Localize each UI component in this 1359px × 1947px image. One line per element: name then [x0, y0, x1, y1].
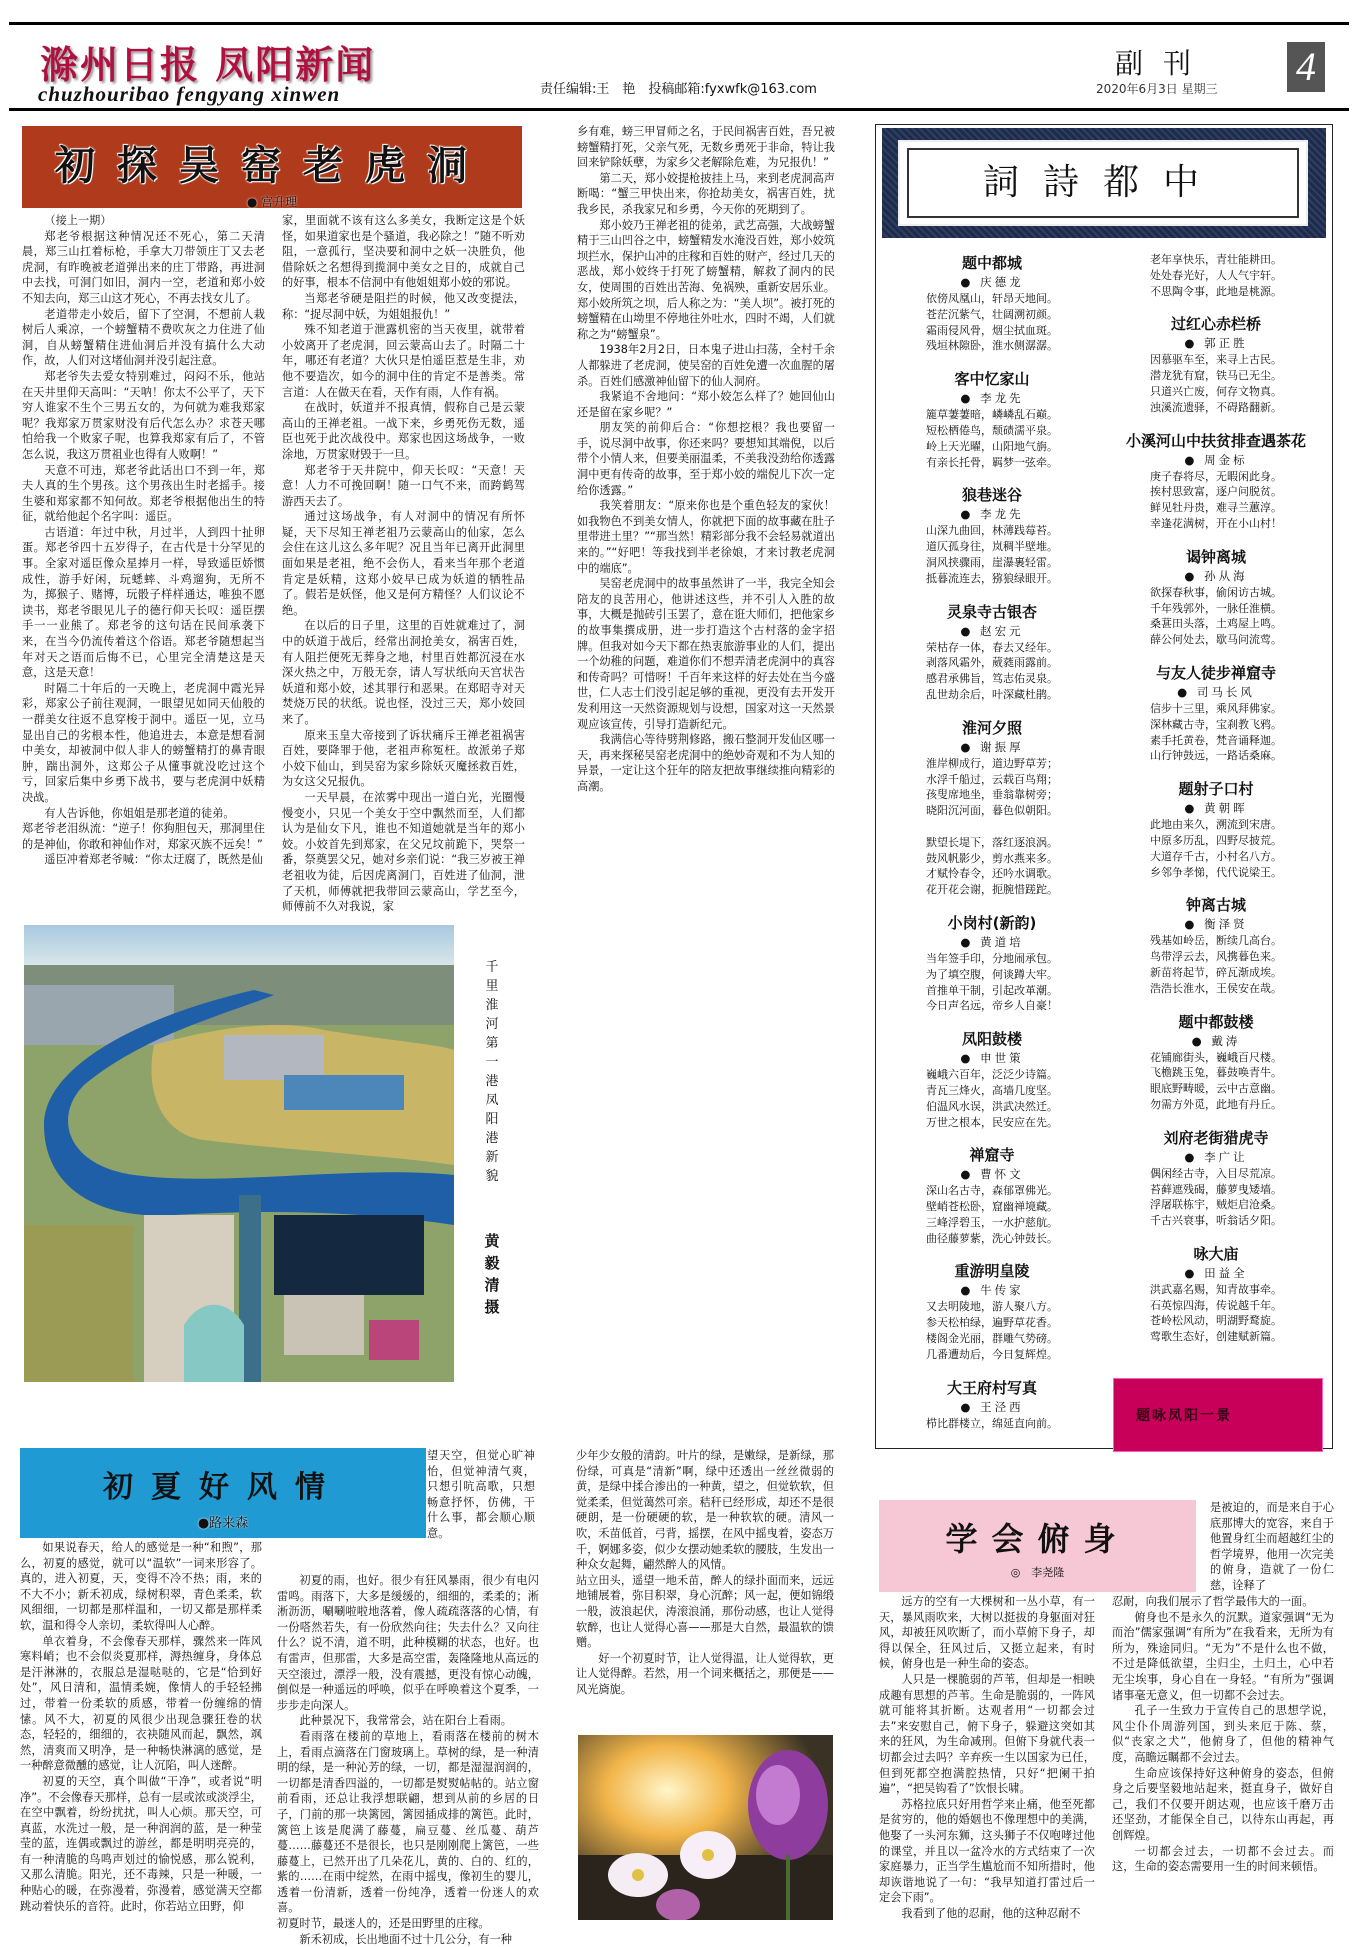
poem-spacer: [1106, 1113, 1326, 1127]
poem-line: 首推单干制，引起改革潮。: [926, 983, 1058, 997]
poem-line: 老年享快乐，青壮能耕田。: [1150, 253, 1282, 266]
poem-line: 霜雨侵风骨，烟尘拭血斑。: [926, 323, 1058, 337]
poem-line: 花铺廊街头，巍峨百尺楼。: [1150, 1050, 1282, 1064]
poem-line: 苍岭松风动，明湖野鹜旋。: [1150, 1314, 1282, 1328]
paragraph: 忍耐，向我们展示了哲学最伟大的一面。: [1112, 1595, 1314, 1608]
poem-spacer: [882, 898, 1102, 912]
poem-line: 万世之根本，民安应在先。: [926, 1115, 1058, 1129]
poem-line: 苍茫沉紫气，壮阔溯初颜。: [926, 307, 1058, 321]
poem-line: 薛公何处去，歇马问流莺。: [1150, 633, 1282, 647]
paragraph: 通过这场战争，有人对洞中的情况有所怀疑，天下尽知王禅老祖乃云蒙高山的仙家，怎么会住在这儿这么多年呢？况且当年已离开此洞里面如果是老祖，绝不会伤人，看来当年那个老道肯定是妖精，这郑小姣早已成为妖道的牺牲品了。假若是妖怪，他又是何方精怪？人们议论不绝。: [282, 510, 525, 617]
poem-spacer: [882, 1130, 1102, 1144]
poem-line: 为了填空腹，何谈蹲大牢。: [926, 967, 1058, 981]
poem-line: 山深九曲回，林薄践莓苔。: [926, 524, 1058, 538]
poem-author: ● 周金标: [1184, 452, 1248, 467]
poem-line: 潜龙犹有窟，铁马已无尘。: [1150, 369, 1282, 383]
poem-line: 短松栖倦鸟，颓碛濡平泉。: [926, 423, 1058, 437]
poem-line: 浩浩长淮水，王侯安在哉。: [1150, 981, 1282, 995]
poem-title: 禅窟寺: [969, 1146, 1015, 1165]
poem-author: ● 赵宏元: [960, 623, 1024, 638]
poem: [1106, 430, 1326, 546]
poem-title: 过红心赤栏桥: [1170, 315, 1261, 334]
poem-spacer: [882, 1246, 1102, 1260]
masthead-bottom-rule: [9, 108, 1349, 111]
poem-line: 庚子春将尽，无暇闲此身。: [1150, 469, 1282, 483]
poem-line: 乱世劫余后，叶深藏杜鹃。: [926, 687, 1058, 701]
poem-line: 残垣林隙卧，淮水侧潺潺。: [926, 339, 1058, 353]
poem-spacer: [1106, 764, 1326, 778]
paragraph: 第二天，郑小姣提枪披挂上马，来到老虎洞高声断喝：“蟹三甲快出来，你抢劫美女，祸害百姓，扰我乡民，杀我家兄和乡勇，今天你的死期到了。: [577, 171, 835, 216]
poem-line: 莺歌生态好，创建赋新篇。: [1150, 1330, 1282, 1344]
poem-line: 偶闲经古寺，入目尽荒凉。: [1150, 1166, 1282, 1180]
paragraph: 新禾初成，长出地面不过十几公分，有一种: [299, 1932, 512, 1946]
poem: [1106, 778, 1326, 894]
poem-spacer: [1106, 1229, 1326, 1243]
poem-line: 淮岸柳成行，道边野草芳；: [926, 756, 1058, 770]
poem-line: 桑葚田头落，土鸡屋上鸣。: [1150, 617, 1282, 631]
paragraph: 郑老爷根据这种情况还不死心，第二天清晨，郑三山扛着标枪，手拿大刀带领庄丁又去老虎洞，有昨晚被老道弹出来的庄丁带路，再进洞中去找，可洞门如旧，洞内一空，老道和郑小姣不知去向，郑三山这才死心，不再去找女儿了。: [22, 229, 265, 305]
flower-photo: [578, 1735, 833, 1920]
poem-line: 当年签手印，分地闹承包。: [926, 951, 1058, 965]
article3-banner: [879, 1500, 1196, 1592]
paragraph: 我看到了他的忍耐，他的这种忍耐不: [901, 1906, 1081, 1920]
article2-wrap-text: 望天空，但觉心旷神怡，但觉神清气爽，只想引吭高歌，只想畅意抒怀，仿佛，干什么事，都会顺心顺意。: [427, 1449, 535, 1540]
paragraph: 老道带走小姣后，留下了空洞，不想前人栽树后人乘凉，一个螃蟹精不费吹灰之力住进了仙洞，自从螃蟹精住进仙洞后并没有搞什么大动作，故，人们对这堵仙洞并没引起注意。: [22, 307, 265, 368]
poem: [1106, 252, 1326, 313]
poem-spacer: [882, 1014, 1102, 1028]
poem-title: 题射子口村: [1178, 780, 1254, 799]
paragraph: 家，里面就不该有这么多美女，我断定这是个妖怪，如果道家也是个骚道，我必除之！”随不听劝阻，一意孤行，坚决要和洞中之妖一决胜负，他借除妖之名想得到揽洞中美女之目的，成就自己的好事，根本不信洞中有他姐姐郑小姣的邪说。: [282, 214, 525, 290]
poem-spacer: [882, 354, 1102, 368]
poem-line: 信步十三里，乘风拜佛家。: [1150, 701, 1282, 715]
poem-line: 苔藓遮残碣，藤萝曳矮墙。: [1150, 1182, 1282, 1196]
poem-line: 石英惊四海，传说越千年。: [1150, 1298, 1282, 1312]
paragraph: 俯身也不是永久的沉默。道家强调“无为而治”儒家强调“有所为”在我看来，无所为有所为，殊途同归。“无为”不是什么也不做，不过是降低欲望，尘归尘，土归土，心中若无尘埃事，身心自在一身轻。“有所为”强调诸事毫无意义，但一切都不会过去。: [1112, 1610, 1334, 1702]
paragraph: 郑老爷失去爱女特别难过，闷闷不乐，他站在天井里仰天高叫：“天呐！你太不公平了，天下穷人谁家不生个三男五女的，为何就为难我郑家呢？我郑家万贯家财没有后代怎么办？求苍天哪怕给我一个败家子呢，也算我郑家有后了，不管怎么说，我这万贯祖业也得有人败啊！”: [22, 369, 265, 461]
paragraph: 初夏的天空，真个叫做“干净”，或者说“明净”。不会像春天那样，总有一层或浓或淡浮尘，在空中飘着，纷纷扰扰，叫人心烦。那天空，可真蓝，水洗过一般，是一种润润的蓝，是一种莹莹的蓝，连偶或飘过的游丝，都是明明亮亮的，有一种清脆的鸟鸣声划过的愉悦感，那么锐利，又那么清脆。阳光，还不毒辣，只是一种暖，一种贴心的暖，在弥漫着，弥漫着，感觉满天空都跳动着快乐的音符。此时，你若站立田野，仰: [20, 1774, 262, 1913]
port-aerial-illustration: [24, 925, 454, 1382]
poem-line: 不思陶令事，此地是桃源。: [1150, 284, 1282, 298]
poem-title: 灵泉寺古银杏: [946, 602, 1037, 621]
poem-line: 道仄孤身往，岚稠半壁堆。: [926, 540, 1058, 554]
paragraph: 乡有难，螃三甲冒师之名，于民间祸害百姓，吾兄被螃蟹精打死，父亲气死，无数乡勇死于非命，特让我回来铲除妖孽，为家乡父老解除危难，为兄报仇！”: [577, 125, 835, 170]
poem: [882, 368, 1102, 484]
poem-line: 今日声名远，帝乡人自豪！: [926, 999, 1058, 1013]
poem: [1106, 894, 1326, 1010]
paragraph: 远方的空有一大棵树和一丛小草，有一天，暴风雨吹来，大树以挺拔的身躯面对狂风，却被狂风吹断了，而小草俯下身子，却得以保全，狂风过后，又挺立起来，有时候，俯身也是一种生命的姿态。: [879, 1595, 1095, 1671]
poem-title: 与友人徒步禅窟寺: [1155, 663, 1276, 682]
poem-line: 花开花会谢，扼腕惜蹉跎。: [926, 883, 1058, 897]
paragraph: 吴窑老虎洞中的故事虽然讲了一半，我完全知会陪友的良苦用心，他讲述这些，并不引人入胜的故事，大概是抛砖引玉罢了，意在诳大师们，把他家乡的故事集撰成册，进一步打造这个古村落的金字招牌。但我对如今天下都在热衷旅游事业的人们，提出一个幼稚的问题，难道你们不想弄清老虎洞中的真容和传奇吗？可惜呀！千百年来这样的好去处在当今盛世，仁人志士们没引起足够的重视，更没有去开发开发利用这一天然资源规划与设想，国家对这一天然景观应该宣传，引导打造新纪元。: [577, 577, 835, 731]
article1-title: 初探吴窑老虎洞: [55, 142, 489, 189]
poetry-caption-box: 题咏凤阳一景: [1113, 1378, 1323, 1452]
poem-line: 因慕驱车至，来寻上古民。: [1150, 353, 1282, 367]
poem-line: 深林藏古寺，宝刹教飞鸦。: [1150, 717, 1282, 731]
poem-line: 中原多历乱，四野尽披荒。: [1150, 833, 1282, 847]
poem-author: ● 李龙先: [960, 507, 1024, 522]
poem-line: 勿需方外觅，此地有丹丘。: [1150, 1097, 1282, 1111]
paragraph: 孔子一生致力于宣传自己的思想学说，风尘仆仆周游列国，到头来厄于陈、蔡，似“丧家之犬”，他俯身了，但他的精神气度，高瞻远瞩都不会过去。: [1112, 1704, 1334, 1764]
paragraph: 古语道：年过中秋，月过半，人到四十扯卵蛋。郑老爷四十五岁得子，在古代是十分罕见的事。全家对遥臣像众星捧月一样，导致遥臣娇惯成性，游手好闲，玩蟋蟀、斗鸡遛狗，无所不为，掷猴子、赌博，玩骰子样样通达，唯独不愿读书，郑老爷眼见儿子的德行仰天长叹：遥臣摆手一一业熊了。郑老爷的这句话在民间承袭下来，在当今仍流传着这个俗语。郑老爷随想起当年对天之语而后悔不已，心里完全清楚这是天意，这是天意！: [22, 525, 265, 680]
poem-line: 山行钟鼓远，一路话桑麻。: [1150, 749, 1282, 763]
poem-line: 眼底野畴暖，云中古意幽。: [1150, 1082, 1282, 1096]
page-number: 4: [1287, 42, 1325, 92]
masthead-top-rule: [9, 22, 1349, 25]
paragraph: 当郑老爷硬是阻拦的时候，他又改变提法，称：“捉尽洞中妖，为姐姐报仇！”: [282, 291, 525, 321]
poem-line: 乡邻争孝悌，代代说梁王。: [1150, 865, 1282, 879]
poem: [1106, 313, 1326, 429]
poem-line: 栉比群楼立，绵延直向前。: [926, 1416, 1058, 1430]
poem-spacer: [882, 703, 1102, 717]
poem-line: 残基如岭岳，断续几高台。: [1150, 934, 1282, 948]
poem-line: 鸟带浮云去，风携暮色来。: [1150, 950, 1282, 964]
poem: [882, 1377, 1102, 1446]
paragraph: 1938年2月2日，日本鬼子进山扫荡，全村千余人都躲进了老虎洞，使吴窑的百姓免遭一次血腥的屠杀。百姓们感激神仙留下的仙人洞府。: [577, 343, 835, 388]
poem-author: ● 王泾西: [960, 1399, 1024, 1414]
paragraph: 人只是一棵脆弱的芦苇，但却是一相映成趣有思想的芦苇。生命是脆弱的，一阵风就可能将其折断。达观者用“一切都会过去”来安慰自己，俯下身子，躲避这突如其来的狂风，为生命减刑。但俯下身就代表一切都会过去吗？辛弃疾一生以国家为已任，但到死都空抱满腔热情，只好“把阑干拍遍”，“把吴钩看了”饮恨长啸。: [879, 1672, 1095, 1796]
poem-author: ● 衡泽贤: [1184, 917, 1248, 932]
paragraph: 生命应该保持好这种俯身的姿态，但俯身之后要坚毅地站起来，挺直身子，做好自己，我们不仅要开朗达观，也应该千磨万击还坚劲，才能保全自己，以待东山再起，再创辉煌。: [1112, 1766, 1334, 1842]
poem-line: 晓阳沉河面，暮色似朝阳。: [926, 804, 1058, 818]
article3-title: 学会俯身: [945, 1520, 1130, 1558]
poem-author: ● 孙从海: [1184, 568, 1248, 583]
poem-author: ● 牛传家: [960, 1283, 1024, 1298]
poem-title: 题中都鼓楼: [1178, 1012, 1254, 1031]
poem-title: 钟离古城: [1185, 896, 1246, 915]
poem-line: 感君承佛旨，笃志佑灵泉。: [926, 672, 1058, 686]
poem-author: ● 郭正胜: [1184, 336, 1248, 351]
paragraph: 站立田头，遥望一地禾苗，醉人的绿扑面而来，远远地铺展着，弥目积翠，身心沉醉；风一起，便如锦缎一般，波浪起伏，涛滚浪涌，那份动感，也让人觉得软醉，也让人觉得心喜——那是大自然，最温软的馈赠。: [576, 1573, 834, 1650]
paragraph: 在以后的日子里，这里的百姓就难过了，洞中的妖道于战后，经常出洞抢美女，祸害百姓，有人阻拦便死无葬身之地，村里百姓都沉浸在水深火热之中，万般无奈，请人写状纸向天宫状告妖道和郑小姣，述其罪行和恶果。在郑昭寺对天焚烧万民的状纸。说也怪，没过三天，郑小姣回来了。: [282, 619, 525, 726]
poem-line: 伯温风水误，洪武决然迁。: [926, 1099, 1058, 1113]
poem-line: 此地由来久，溯流到宋唐。: [1150, 818, 1282, 832]
poem: [1106, 1127, 1326, 1243]
poem-author: ● 戴涛: [1191, 1033, 1241, 1048]
paragraph: 我笑着朋友：“原来你也是个重色轻友的家伙！如我物色不到美女情人，你就把下面的故事藏在肚子里带进土里？”“那当然！精彩部分我不会轻易就道出来的。”“好吧！等我找到半老徐娘，才来讨教老虎洞中的端底”。: [577, 499, 835, 575]
paragraph: 此种景况下，我常常会，站在阳台上看雨。: [299, 1714, 512, 1728]
poetry-header-title: 詞詩都中: [907, 148, 1299, 218]
poem: [1106, 546, 1326, 662]
poem-line: 素手托黄卷，梵音诵释迦。: [1150, 733, 1282, 747]
poem-line: 新苗将起节，碎瓦渐成埃。: [1150, 965, 1282, 979]
poem-line: 浊溪流遗驿，不碍路翻新。: [1150, 400, 1282, 414]
poem-spacer: [1106, 532, 1326, 546]
publication-date: 2020年6月3日 星期三: [1096, 82, 1218, 96]
poem-line: 默望长堤下，落红逐浪涡。: [926, 835, 1058, 849]
poem-line: 巍峨六百年，泛泛少诗篇。: [926, 1068, 1058, 1082]
poem: [1106, 662, 1326, 778]
paragraph: 天意不可违，郑老爷此话出口不到一年，郑夫人真的生个男孩。这个男孩出生时老摇手。接生婆和郑家都不知何故。郑老爷根据他出生的特征，就给他起个名字叫：遥臣。: [22, 463, 265, 524]
poem: [882, 1144, 1102, 1260]
poem-spacer: [882, 1431, 1102, 1445]
article1-column-3: [577, 124, 835, 795]
poem-line: 参天松柏绿，遍野草花香。: [926, 1316, 1058, 1330]
poem-line: 荣枯存一体，春去又经年。: [926, 640, 1058, 654]
poem-spacer: [882, 587, 1102, 601]
paragraph: 一切都会过去，一切都不会过去。而这，生命的姿态需要用一生的时间来顿悟。: [1112, 1844, 1334, 1874]
poem-line: [882, 819, 1102, 835]
paragraph: 朋友笑的前仰后合：“你想挖根？我也要留一手，说尽洞中故事，你还来吗？要想知其端倪，以后带个小情人来，但要美丽温柔，不美我没劲给你透露洞中更有传奇的故事，至于郑小姣的端倪儿下次一定给你透露。”: [577, 421, 835, 497]
poem-author: ● 曹怀文: [960, 1167, 1024, 1182]
poem-author: ● 李龙先: [960, 391, 1024, 406]
poem-line: 孩叟席地坐，垂翁靠树旁；: [926, 788, 1058, 802]
article2-author: ●路来森: [197, 1516, 249, 1531]
poem-line: 有亲长托骨，羁梦一弦牵。: [926, 455, 1058, 469]
poem-author: ● 李广让: [1184, 1149, 1248, 1164]
poem: [882, 1260, 1102, 1376]
paragraph: 原来玉皇大帝接到了诉状痛斥王禅老祖祸害百姓，要降罪于他，老祖声称冤枉。故派弟子郑小姣下仙山，到吴窑为家乡除妖灭魔拯救百姓，为女这父兄报仇。: [282, 728, 525, 789]
article3-wrap-text: 是被迫的，而是来自于心底那博大的宽容，来自于他置身红尘而超越红尘的哲学境界，他用一次完美的俯身，造就了一份仁慈，诠释了: [1210, 1501, 1334, 1592]
poem-title: 客中忆家山: [954, 370, 1030, 389]
poem-line: 依傍凤凰山，轩昂天地间。: [926, 292, 1058, 305]
paragraph: 少年少女般的清韵。叶片的绿，是嫩绿，是新绿，那份绿，可真是“清新”啊，绿中还透出一丝丝微弱的黄，是绿中揉合渗出的一种黄，望之，但觉软软，但觉柔柔，但觉蔼然可亲。秸秆已经形成，却还不是很硬朗，是一份硬硬的软，是一种软软的硬。清风一吹，禾苗低首，弓背，摇摆，在风中摇曳着，姿态万千，婀娜多姿，似少女摆动她柔软的腰肢，生发出一种众女起舞，翩然醉人的风情。: [576, 1449, 834, 1572]
paragraph: 单衣着身，不会像春天那样，骤然来一阵风寒料峭；也不会似炎夏那样，溽热缠身，身体总是汗淋淋的，衣服总是湿哒哒的，它是“恰到好处”，风日清和，温情柔婉，像情人的手轻轻拂过，带着一份柔软的质感，带着一份缠绵的情愫。风不大，初夏的风很少出现急骤狂卷的状态，轻轻的，细细的，衣袂随风而起，飘然，飒然，清爽而又明净，是一种畅快淋漓的感觉，是一种醉意微醺的感觉，让人沉陷，叫人迷醉。: [20, 1634, 262, 1773]
photo-caption: 千里淮河第一港凤阳港新貌: [485, 960, 499, 1184]
poem-spacer: [1106, 299, 1326, 313]
poem-line: 处处春光好，人人气宇轩。: [1150, 268, 1282, 282]
poem-line: 壁峭苍松卧，窟幽禅境藏。: [926, 1200, 1058, 1214]
poem-title: 小溪河山中扶贫排查遇茶花: [1125, 431, 1306, 450]
poem-line: 千古兴衰事，听翁话夕阳。: [1150, 1214, 1282, 1228]
poem-line: 挨村思致富，逐户问脱贫。: [1150, 485, 1282, 499]
article2-column-2: [277, 1573, 539, 1947]
paragraph: 初夏的雨，也好。很少有狂风暴雨，很少有电闪雷鸣。雨落下，大多是缓缓的，细细的，柔柔的；淅淅沥沥，唰唰啦啦地落着，像人疏疏落落的心情，有一份嗒然若失，有一份欣然向往；失去什么？又向往什么？说不清，道不明，此种模糊的状态，也好。也有雷声，但那雷，大多是高空雷，轰隆隆地从高远的天空滚过，漂浮一般，没有震撼，更没有惊心动魄，倒似是一种遥远的呼唤，似乎在呼唤着这个夏季，一步步走向深人。: [277, 1574, 539, 1712]
paragraph: 如果说春天，给人的感觉是一种“和煦”，那么，初夏的感觉，就可以“温软”一词来形容了。真的，进入初夏，天，变得不冷不热；雨，来的不大不小；新禾初成，绿树积翠，青色柔柔，软风细细，一切都是那样温和，一切又都是那样柔软，温和得令人亲切，柔软得叫人心醉。: [20, 1541, 262, 1632]
paragraph: 一天早晨，在浓雾中现出一道白光，光圈慢慢变小，只见一个美女于空中飘然而至，人们都认为是仙女下凡，谁也不知道她就是当年的郑小姣。小姣首先到郑家，在父兄坟前跪下，哭祭一番，祭奠罢父兄，她对乡亲们说：“我三岁被王禅老祖收为徒，后因虎离洞门，百姓进了仙洞，泄了天机，师傅就把我带回云蒙高山，学艺至今，师傅前不久对我说，家: [282, 790, 525, 914]
article3-column-2: [1112, 1594, 1334, 1875]
poem-line: 又去明陵地，游人聚八方。: [926, 1300, 1058, 1314]
paragraph: （接上一期）: [44, 214, 112, 227]
paragraph: 看雨落在楼前的草地上，看雨落在楼前的树木上，看雨点滴落在门窗玻璃上。草树的绿，是一种清明的绿，是一种沁芳的绿，一切，都是湿湿润润的，一切都是清香四溢的，一切都是熨熨帖帖的。站立窗前看雨，还总让我浮想联翩，想到从前的乡居的日子，门前的那一块篱园，篱园插成排的篱笆。此时，篱笆上该是爬满了藤蔓，扁豆蔓、丝瓜蔓、葫芦蔓……藤蔓还不是很长，也只是刚刚爬上篱笆，一些藤蔓上，已然开出了几朵花儿，黄的、白的、红的，紫的……在雨中绽然，在雨中摇曳，像初生的婴儿，透着一份清新，透着一份纯净，透着一份迷人的欢喜。: [277, 1729, 539, 1915]
poem-title: 咏大庙: [1193, 1244, 1239, 1263]
poem-line: 欲探春秋事，偷闲访古城。: [1150, 585, 1282, 599]
poem-title: 重游明皇陵: [954, 1262, 1030, 1281]
paragraph: 我满信心等待劈荆修路，搬石整洞开发仙区哪一天，再来探秘吴窑老虎洞中的绝妙奇观和不为人知的异景，一定让这个狂年的陪友把故事继续推向精彩的高潮。: [577, 733, 835, 793]
paragraph: 好一个初夏时节，让人觉得温，让人觉得软，更让人觉得醉。若然，用一个词来概括之，那便是——风光旖旎。: [576, 1651, 834, 1696]
paragraph: 郑老爷于天井院中，仰天长叹：“天意！天意！人力不可挽回啊！随一口气不来，而跨鹤驾游西天去了。: [282, 463, 525, 508]
photo-credit: 黄毅清 摄: [484, 1232, 500, 1316]
newspaper-title: 滁州日报 凤阳新闻: [40, 42, 376, 87]
paragraph: 我紧追不舍地问：“郑小姣怎么样了？她回仙山还是留在家乡呢？”: [577, 390, 835, 419]
article2-banner: [20, 1448, 426, 1538]
poem: [882, 912, 1102, 1028]
poem-title: 凤阳鼓楼: [961, 1030, 1022, 1049]
poem: [882, 1028, 1102, 1144]
article1-author: ● 宫升理: [246, 195, 298, 209]
paragraph: 郑老爷老泪纵流：“逆子！你狗胆包天，那洞里住的是神仙，你敢和神仙作对，郑家灭族不远矣！”: [22, 822, 265, 851]
paragraph: 时隔二十年后的一天晚上，老虎洞中霞光异彩，郑家公子前往观洞，一眼望见如同天仙般的一群美女往返不息穿梭于洞中。遥臣一见，立马显出自己的劣根本性，他追进去，本意是想看洞中美女，却被洞中似人非人的螃蟹精打的鼻青眼肿，踹出洞外，这郑公子从懂事就没吃过这个亏，回家后集中乡勇下战书，要与老虎洞中妖精决战。: [22, 681, 265, 804]
poem-line: 洪武嘉名赐，知青故事牵。: [1150, 1282, 1282, 1296]
poem-title: 题中都城: [961, 254, 1022, 272]
poem-spacer: [1106, 1345, 1326, 1359]
poem: [882, 252, 1102, 368]
poem-line: 楼阁金光丽，群雕气势磅。: [926, 1332, 1058, 1346]
article2-title: 初夏好风情: [103, 1470, 343, 1505]
article3-author: ◎ 李尧隆: [1010, 1566, 1065, 1579]
poem-author: ● 庆德龙: [960, 275, 1024, 289]
poem-line: 深山名古寺，森郁罩佛光。: [926, 1184, 1058, 1198]
poetry-right-column: [1106, 252, 1326, 1359]
paragraph: 郑小姣乃王禅老祖的徒弟，武艺高强，大战螃蟹精于三山凹谷之中，螃蟹精发水淹没百姓，郑小姣筑坝拦水，保护山冲的庄稼和百姓的财产，经过几天的恶战，郑小姣终于打死了螃蟹精，解救了洞内的民女，使周围的百姓出苦海、免祸殃，重新安居乐业。郑小姣所筑之坝，后人称之为：“美人坝”。被打死的螃蟹精在山坳里不停地往外吐水，四时不竭，人们就称之为“螃蟹泉”。: [577, 218, 835, 341]
poem-author: ● 谢振厚: [960, 739, 1024, 754]
poem-author: ● 田益全: [1184, 1265, 1248, 1280]
poem-author: ● 申世策: [960, 1051, 1024, 1066]
poem-line: 浮屠联栋宇，贼炬启沧桑。: [1150, 1198, 1282, 1212]
poem-line: 剥落风霜外，葳蕤雨露前。: [926, 656, 1058, 670]
poem-spacer: [1106, 648, 1326, 662]
paragraph: 初夏时节，最迷人的，还是田野里的庄稼。: [277, 1917, 490, 1931]
poem-line: 青瓦三烽火，高墙几度坚。: [926, 1083, 1058, 1097]
poem: [882, 717, 1102, 912]
paragraph: 遥臣冲着郑老爷喊：“你太迂腐了，既然是仙: [44, 853, 263, 867]
poem-line: 才赋怜春令，还吟水调歌。: [926, 867, 1058, 881]
poem-title: 大王府村写真: [946, 1378, 1037, 1397]
poem-line: 三峰浮碧玉，一水护慈航。: [926, 1215, 1058, 1229]
article1-banner: [22, 126, 522, 208]
article2-column-3: [576, 1448, 834, 1698]
poem-line: 曲径藤萝紫，洗心钟鼓长。: [926, 1231, 1058, 1245]
poem: [1106, 1011, 1326, 1127]
poem-line: 水浮千船过，云载百鸟翔；: [926, 772, 1058, 786]
article1-column-2: [282, 213, 525, 915]
poem: [882, 601, 1102, 717]
poem-title: 狼巷迷谷: [961, 486, 1022, 505]
poem-line: 岭上天光曜，山阳地气旃。: [926, 439, 1058, 453]
poem: [1106, 1243, 1326, 1359]
poem-author: ● 司马长风: [1177, 684, 1255, 699]
paragraph: 殊不知老道于泄露机密的当天夜里，就带着小姣离开了老虎洞，回云蒙高山去了。时隔二十年，哪还有老道？大伙只是怕遥臣惹是生非，劝他不要造次，如今的洞中住的肯定不是善类。常言道：人在做天在看，天作有雨，人作有祸。: [282, 323, 525, 399]
editor-line: 责任编辑:王 艳 投稿邮箱:fyxwfk@163.com: [540, 82, 817, 97]
poem-title: 谒钟离城: [1185, 547, 1246, 566]
article2-column-1: [20, 1540, 262, 1914]
poem-line: 鲜见牡丹贵，难寻兰蕙淳。: [1150, 501, 1282, 515]
poem-spacer: [1106, 880, 1326, 894]
port-aerial-photo: [24, 925, 454, 1382]
poem-author: ● 黄朝晖: [1184, 801, 1248, 816]
poem-title: 小岗村(新韵): [947, 913, 1037, 932]
flower-illustration: [578, 1735, 833, 1920]
poem-title: 淮河夕照: [961, 718, 1022, 737]
poem-line: 幸逢花满树，开在小山村！: [1150, 516, 1282, 530]
poem: [882, 484, 1102, 600]
poem-line: 簏草萋萋暗，嶙嶙乱石巅。: [926, 408, 1058, 422]
paragraph: 在战时，妖道并不报真情，假称自己是云蒙高山的王禅老祖。一战下来，乡勇死伤无数，遥臣也死于此次战役中。郑家也因这场战争，一败涂地，万贯家财毁于一旦。: [282, 401, 525, 461]
article1-column-1: [22, 213, 265, 868]
poem-line: 抵暮流连去，猕狼绿眼开。: [926, 571, 1058, 585]
article3-column-1: [879, 1594, 1095, 1921]
poetry-left-column: [882, 252, 1102, 1445]
paragraph: 有人告诉他，你姐姐是那老道的徒弟。: [44, 806, 235, 820]
poem-line: 只道兴亡废，何存文物真。: [1150, 384, 1282, 398]
poem-spacer: [1106, 997, 1326, 1011]
poem-line: 飞檐跳玉兔，暮鼓唤青牛。: [1150, 1066, 1282, 1080]
poem-line: 几番遭劫后，今日复辉煌。: [926, 1347, 1058, 1361]
poem-spacer: [882, 1363, 1102, 1377]
poem-spacer: [882, 470, 1102, 484]
newspaper-pinyin: chuzhouribao fengyang xinwen: [38, 82, 341, 106]
poem-line: 鼓风帆影少，剪水燕来多。: [926, 851, 1058, 865]
poem-spacer: [1106, 416, 1326, 430]
poem-line: 洞风挟骤雨，崖瀑裹轻雷。: [926, 555, 1058, 569]
poem-title: 刘府老街猎虎寺: [1163, 1128, 1269, 1147]
paragraph: 苏格拉底只好用哲学来止痛，他至死都是贫穷的，他的婚姻也不像理想中的美满，他娶了一头河东狮，这头狮子不仅咆哮过他的课堂，并且以一盆冷水的方式结束了一次家庭暴力，正当学生尴尬而不知所措时，他却诙谐地说了一句：“我早知道打雷过后一定会下雨”。: [879, 1797, 1095, 1905]
section-name: 副刊: [1115, 47, 1212, 80]
poem-author: ● 黄道培: [960, 934, 1024, 949]
poem-line: 大道存千古，小村名八方。: [1150, 849, 1282, 863]
poem-line: 千年残郭外，一脉任淮横。: [1150, 601, 1282, 615]
